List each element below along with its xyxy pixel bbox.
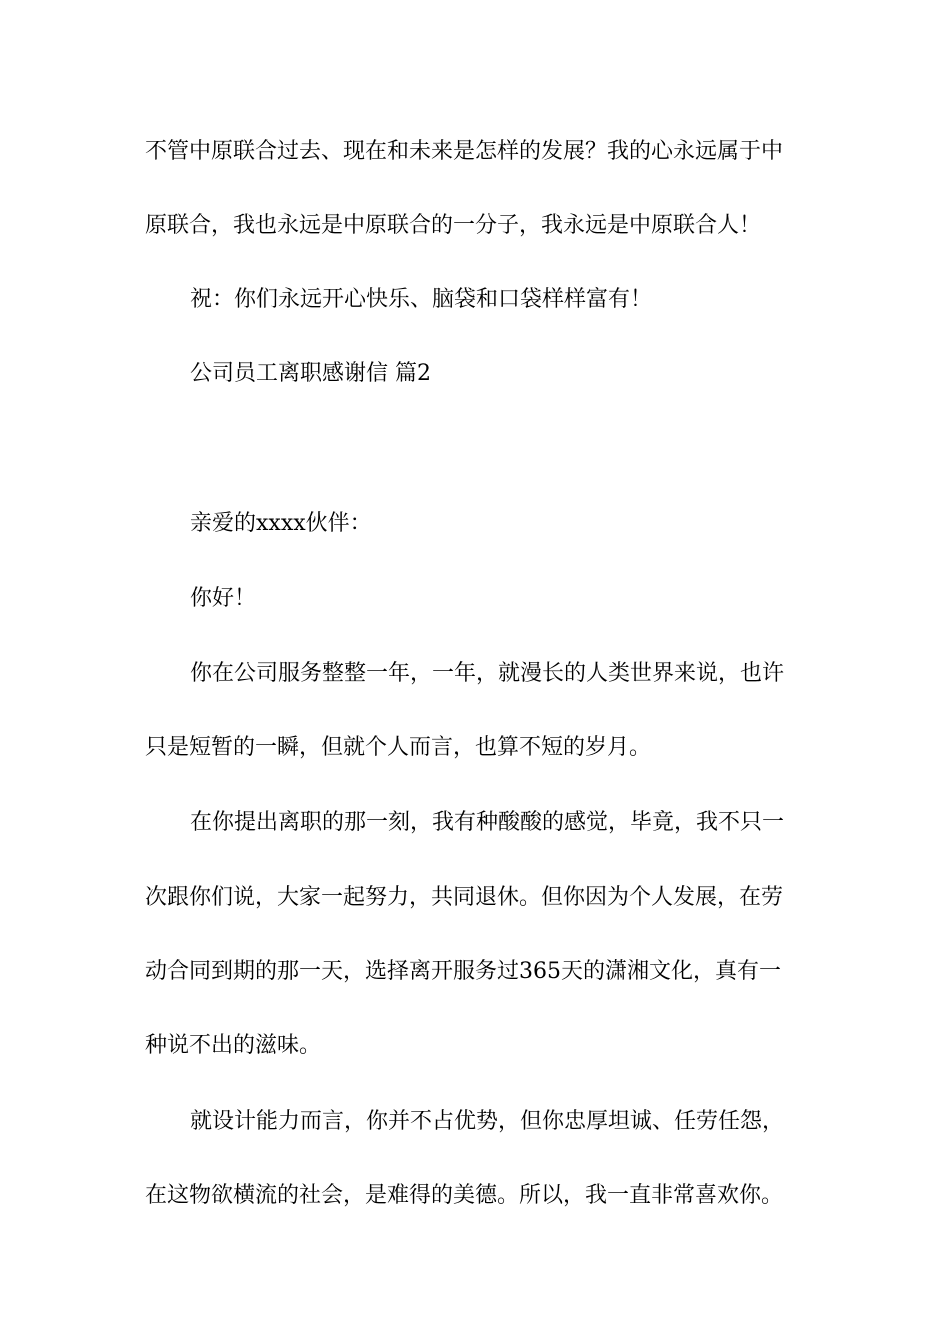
paragraph-line: 你在公司服务整整一年，一年，就漫长的人类世界来说，也许 (190, 661, 785, 686)
paragraph-line: 不管中原联合过去、现在和未来是怎样的发展？我的心永远属于中 (145, 139, 784, 164)
paragraph-line: 在你提出离职的那一刻，我有种酸酸的感觉，毕竟，我不只一 (190, 810, 785, 835)
paragraph-line: 在这物欲横流的社会，是难得的美德。所以，我一直非常喜欢你。 (145, 1183, 784, 1208)
paragraph-line: 种说不出的滋味。 (145, 1033, 322, 1058)
paragraph-line: 就设计能力而言，你并不占优势，但你忠厚坦诚、任劳任怨， (190, 1109, 785, 1134)
paragraph-line: 次跟你们说，大家一起努力，共同退休。但你因为个人发展，在劳 (145, 885, 784, 910)
paragraph-line: 原联合，我也永远是中原联合的一分子，我永远是中原联合人！ (145, 213, 762, 238)
paragraph-line: 只是短暂的一瞬，但就个人而言，也算不短的岁月。 (145, 735, 652, 760)
section-heading: 公司员工离职感谢信 篇2 (190, 361, 431, 386)
greeting-line: 你好！ (190, 586, 257, 611)
greeting-wish-line: 祝：你们永远开心快乐、脑袋和口袋样样富有！ (190, 287, 653, 312)
paragraph-line: 动合同到期的那一天，选择离开服务过365天的潇湘文化，真有一 (145, 959, 781, 984)
salutation-line: 亲爱的xxxx伙伴： (190, 511, 372, 536)
